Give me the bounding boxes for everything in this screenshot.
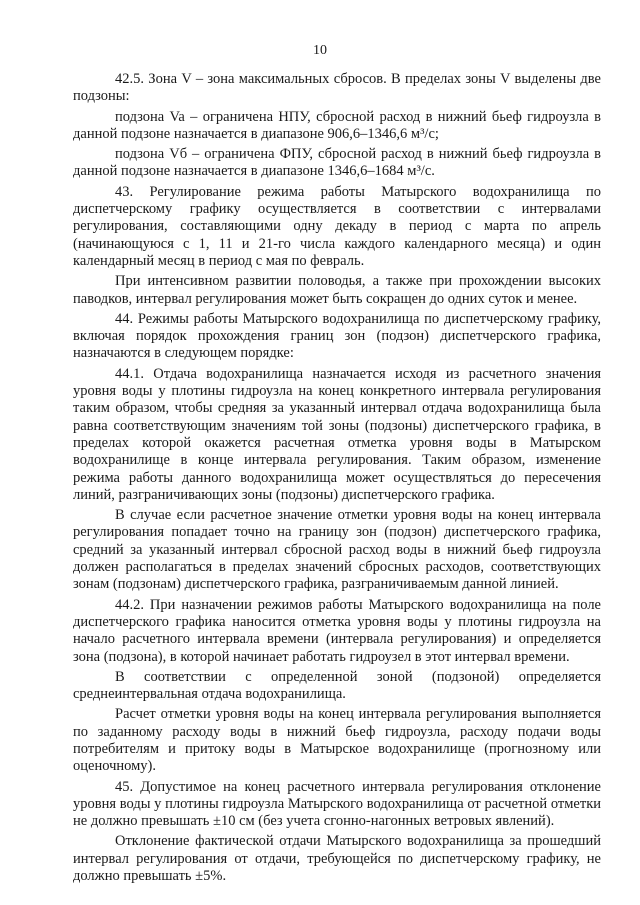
paragraph: 44.1. Отдача водохранилища назначается исходя из расчетного значения уровня воды у плотины гидроузла на конец конкретного интервала регулирования таким образом, чтобы средняя за указанный интервал отдача водохранилища была равна соответствующим значениям той зоны (подзоны) диспетчерского графика, в пределах которой окажется расчетная отметка уровня воды в Матырском водохранилище в конце интервала регулирования. Таким образом, изменение режима работы данного водохранилища может осуществляться до пересечения линий, разграничивающих зоны (подзоны) диспетчерского графика.: [73, 365, 601, 503]
document-body: [73, 71, 601, 888]
paragraph: 44. Режимы работы Матырского водохранилища по диспетчерскому графику, включая порядок прохождения границ зон (подзон) диспетчерского графика, назначаются в следующем порядке:: [73, 310, 601, 362]
paragraph: 42.5. Зона V – зона максимальных сбросов. В пределах зоны V выделены две подзоны:: [73, 71, 601, 105]
paragraph: Отклонение фактической отдачи Матырского водохранилища за прошедший интервал регулирования от отдачи, требующейся по диспетчерскому графику, не должно превышать ±5%.: [73, 833, 601, 885]
paragraph: 43. Регулирование режима работы Матырского водохранилища по диспетчерскому графику осуществляется в соответствии с интервалами регулирования, составляющими одну декаду в период с марта по апрель (начинающуюся с 1, 11 и 21-го числа каждого календарного месяца) и один календарный месяц в период с мая по февраль.: [73, 183, 601, 269]
paragraph: подзона Vб – ограничена ФПУ, сбросной расход в нижний бьеф гидроузла в данной подзоне назначается в диапазоне 1346,6–1684 м³/с.: [73, 146, 601, 180]
paragraph: При интенсивном развитии половодья, а также при прохождении высоких паводков, интервал регулирования может быть сокращен до одних суток и менее.: [73, 273, 601, 307]
paragraph: В соответствии с определенной зоной (подзоной) определяется среднеинтервальная отдача водохранилища.: [73, 668, 601, 703]
paragraph: В случае если расчетное значение отметки уровня воды на конец интервала регулирования попадает точно на границу зон (подзон) диспетчерского графика, средний за указанный интервал сбросной расход воды в нижний бьеф гидроузла должен располагаться в пределах значений сбросных расходов, соответствующих зонам (подзонам) диспетчерского графика, разграничиваемым данной линией.: [73, 507, 601, 593]
paragraph: 44.2. При назначении режимов работы Матырского водохранилища на поле диспетчерского графика наносится отметка уровня воды у плотины гидроузла на начало расчетного интервала времени (интервала регулирования) и определяется зона (подзона), в которой начинает работать гидроузел в этот интервал времени.: [73, 596, 601, 665]
paragraph: 45. Допустимое на конец расчетного интервала регулирования отклонение уровня воды у плотины гидроузла Матырского водохранилища от расчетной отметки не должно превышать ±10 см (без учета сгонно-нагонных ветровых явлений).: [73, 778, 601, 830]
paragraph: Расчет отметки уровня воды на конец интервала регулирования выполняется по заданному расходу воды в нижний бьеф гидроузла, расходу подачи воды потребителям и притоку воды в Матырское водохранилище (прогнозному или оценочному).: [73, 706, 601, 775]
page-number: 10: [313, 43, 327, 58]
paragraph: подзона Va – ограничена НПУ, сбросной расход в нижний бьеф гидроузла в данной подзоне назначается в диапазоне 906,6–1346,6 м³/с;: [73, 108, 601, 142]
